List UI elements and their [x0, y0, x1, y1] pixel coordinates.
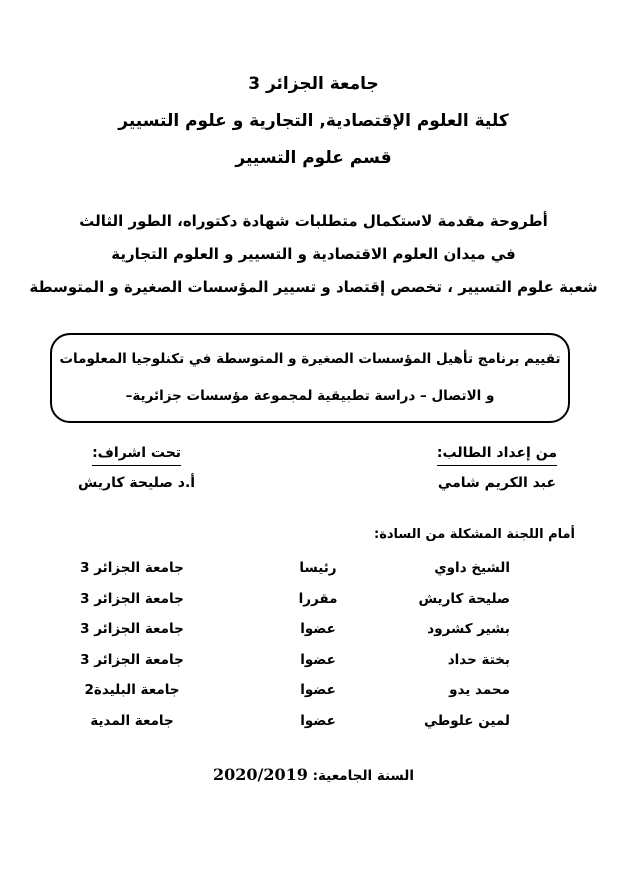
committee-universities-column: [52, 553, 212, 736]
author-label: من إعداد الطالب:: [437, 445, 557, 466]
author-block: [437, 445, 557, 491]
committee-member-role: رئيسا: [299, 560, 337, 576]
committee-member-role: عضوا: [300, 651, 336, 668]
thesis-statement-line2: في ميدان العلوم الاقتصادية و التسيير و العلوم التجارية: [111, 245, 516, 263]
committee-member-role: عضوا: [300, 621, 336, 637]
thesis-title-box: [50, 333, 570, 423]
supervisor-label: تحت اشراف:: [92, 445, 181, 466]
committee-member-role: عضوا: [300, 682, 336, 698]
thesis-title-line2: و الاتصال – دراسة تطبيقية لمجموعة مؤسسات جزائرية–: [125, 388, 495, 404]
supervisor-block: [78, 445, 195, 491]
committee-roles-column: [258, 553, 378, 736]
committee-member-name: بشير كشرود: [427, 621, 510, 637]
committee-member-name: صليحة كاريش: [418, 590, 510, 607]
committee-member-university: جامعة الجزائر 3: [80, 651, 184, 668]
author-name: عبد الكريم شامي: [437, 475, 557, 491]
academic-year-value: 2020/2019: [212, 765, 308, 784]
thesis-statement-line3: شعبة علوم التسيير ، تخصص إقتصاد و تسيير المؤسسات الصغيرة و المتوسطة: [29, 278, 598, 296]
committee-header: أمام اللجنة المشكلة من السادة:: [374, 527, 575, 542]
committee-member-role: مقررا: [298, 590, 338, 607]
supervisor-name: أ.د صليحة كاريش: [78, 475, 196, 491]
academic-year-label: السنة الجامعية:: [312, 768, 414, 784]
faculty-name: كلية العلوم الإقتصادية, التجارية و علوم التسيير: [118, 111, 509, 131]
thesis-title-line1: تقييم برنامج تأهيل المؤسسات الصغيرة و المتوسطة في تكنلوجيا المعلومات: [59, 351, 561, 367]
committee-member-name: لمين علوطي: [423, 712, 510, 729]
committee-member-name: بختة حداد: [447, 651, 510, 668]
committee-member-university: جامعة الجزائر 3: [80, 590, 184, 607]
committee-member-university: جامعة الجزائر 3: [80, 621, 184, 637]
committee-member-name: الشيخ داوي: [434, 560, 510, 576]
committee-member-university: جامعة الجزائر 3: [80, 560, 184, 576]
committee-member-university: جامعة المدية: [90, 712, 174, 729]
institution-header: [0, 66, 627, 177]
thesis-statement-line1: أطروحة مقدمة لاستكمال متطلبات شهادة دكتوراه، الطور الثالث: [79, 212, 548, 230]
committee-member-role: عضوا: [300, 712, 336, 729]
committee-member-name: محمد يدو: [449, 682, 510, 698]
university-name: جامعة الجزائر 3: [248, 74, 379, 94]
thesis-statement: [0, 205, 627, 304]
department-name: قسم علوم التسيير: [235, 148, 392, 168]
academic-year-footer: [0, 765, 627, 784]
committee-member-university: جامعة البليدة2: [84, 682, 180, 698]
